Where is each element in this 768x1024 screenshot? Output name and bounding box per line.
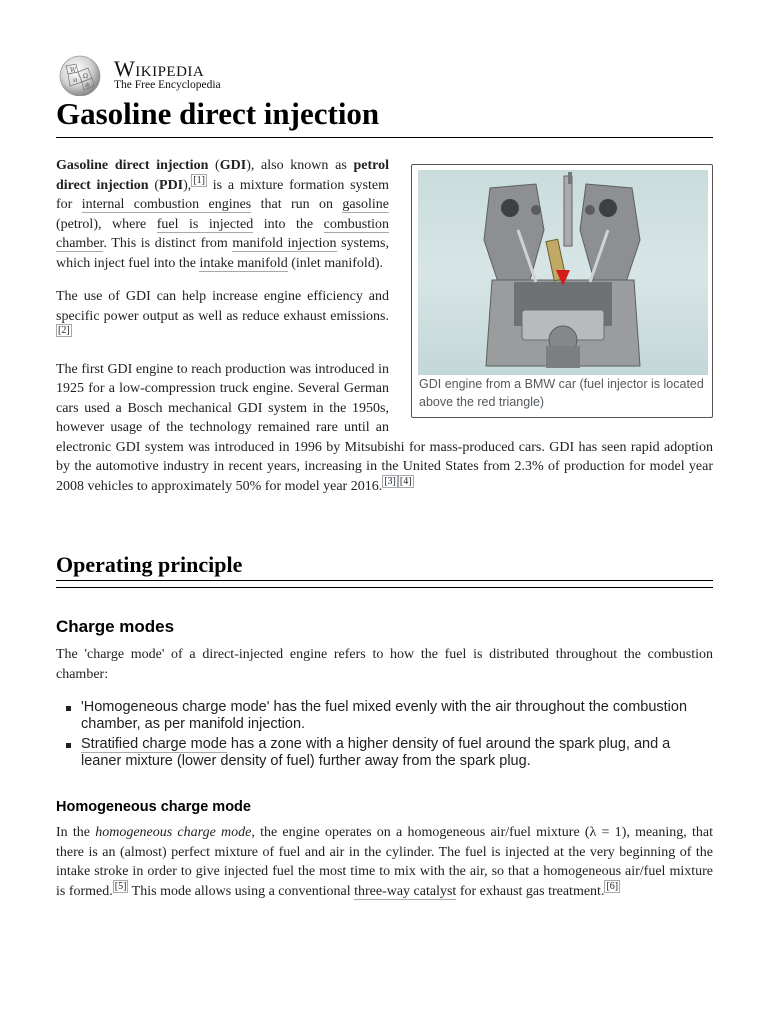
wikipedia-logo[interactable] xyxy=(56,52,246,96)
lead-paragraph-2: The use of GDI can help increase engine efficiency and specific power output as well as reduce exhaust emissions.[2] xyxy=(56,289,389,336)
citation-link[interactable]: [3] xyxy=(384,475,396,487)
link-internal-combustion-engines[interactable]: internal combustion engines xyxy=(81,197,252,212)
link-stratified-charge-mode[interactable]: Stratified charge mode xyxy=(81,736,227,752)
engine-cutaway-illustration xyxy=(418,170,708,375)
list-item: Stratified charge mode has a zone with a higher density of fuel around the spark plug, and a leaner mixture (lower density of fuel) further away from the spark plug. xyxy=(56,736,713,769)
figure-caption: GDI engine from a BMW car (fuel injector is located above the red triangle) xyxy=(419,377,704,409)
citation-link[interactable]: [4] xyxy=(399,475,412,487)
math-lambda: λ = 1 xyxy=(589,825,622,840)
engine-image[interactable] xyxy=(418,170,708,375)
section-rule xyxy=(56,580,713,581)
lead-section xyxy=(56,156,713,510)
citation-link[interactable]: [5] xyxy=(114,880,127,892)
lead-paragraph-1: Gasoline direct injection (GDI), also known as petrol direct injection (PDI), [1] is a mixture formation system for internal combustion engines that run on gasoline (petrol), where fuel is injected into the combustion chamber. This is distinct from manifold injection systems, which inject fuel into the intake manifold (inlet manifold). xyxy=(56,158,390,271)
link-manifold-injection[interactable]: manifold injection xyxy=(232,236,337,251)
charge-modes-list xyxy=(56,699,713,773)
link-three-way-catalyst[interactable]: three-way catalyst xyxy=(354,883,457,899)
subsubsection-heading: Homogeneous charge mode xyxy=(56,799,251,815)
section-heading: Operating principle xyxy=(56,552,243,577)
link-gasoline[interactable]: gasoline xyxy=(342,197,390,212)
wordmark: Wikipedia xyxy=(114,56,205,81)
wikipedia-globe-icon xyxy=(56,54,104,96)
page-title: Gasoline direct injection xyxy=(56,96,380,131)
citation-link[interactable]: [2] xyxy=(58,325,70,336)
charge-modes-intro: The 'charge mode' of a direct-injected engine refers to how the fuel is distributed throughout the combustion chamber: xyxy=(56,647,713,682)
tagline: The Free Encyclopedia xyxy=(114,79,221,91)
svg-text:Ω: Ω xyxy=(83,73,88,80)
citation-link[interactable]: [1] xyxy=(193,174,205,186)
link-intake-manifold[interactable]: intake manifold xyxy=(199,255,288,271)
link-combustion-chamber[interactable]: combustion chamber xyxy=(56,216,389,251)
lead-paragraph-3: The first GDI engine to reach production was introduced in 1925 for a low-compression truck engine. Several German cars used a Bosch mechanical GDI system in the 1950s, however usage of the technology remained rare until an electronic GDI system was introduced in 1996 by Mitsubishi for mass-produced cars. GDI has seen rapid adoption by the automotive industry in recent years, increasing in the United States from 2.3% of production for model year 2008 vehicles to approximately 50% for model year 2016. [3] [4] xyxy=(56,361,713,494)
svg-text:維: 維 xyxy=(85,83,91,89)
homogeneous-charge-paragraph: In the homogeneous charge mode, the engine operates on a homogeneous air/fuel mixture (λ = 1), meaning, that there is an (almost) perfect mixture of fuel and air in the cylinder. The fuel is injected at the very beginning of the intake stroke in order to give injected fuel the most time to mix with the air, so that a homogeneous air/fuel mixture is formed. [5] This mode allows using a conventional three-way catalyst for exhaust gas treatment. [6] xyxy=(56,825,714,899)
engine-figure[interactable] xyxy=(411,164,713,418)
svg-text:И: И xyxy=(73,78,78,84)
title-rule xyxy=(56,137,713,138)
subsection-heading: Charge modes xyxy=(56,617,175,636)
link-fuel-injection[interactable]: fuel is injected xyxy=(156,216,254,232)
section-rule-lower xyxy=(56,587,713,588)
svg-text:W: W xyxy=(70,67,77,74)
list-item: 'Homogeneous charge mode' has the fuel mixed evenly with the air throughout the combustion chamber, as per manifold injection. xyxy=(56,699,713,732)
citation-link[interactable]: [6] xyxy=(606,880,619,892)
